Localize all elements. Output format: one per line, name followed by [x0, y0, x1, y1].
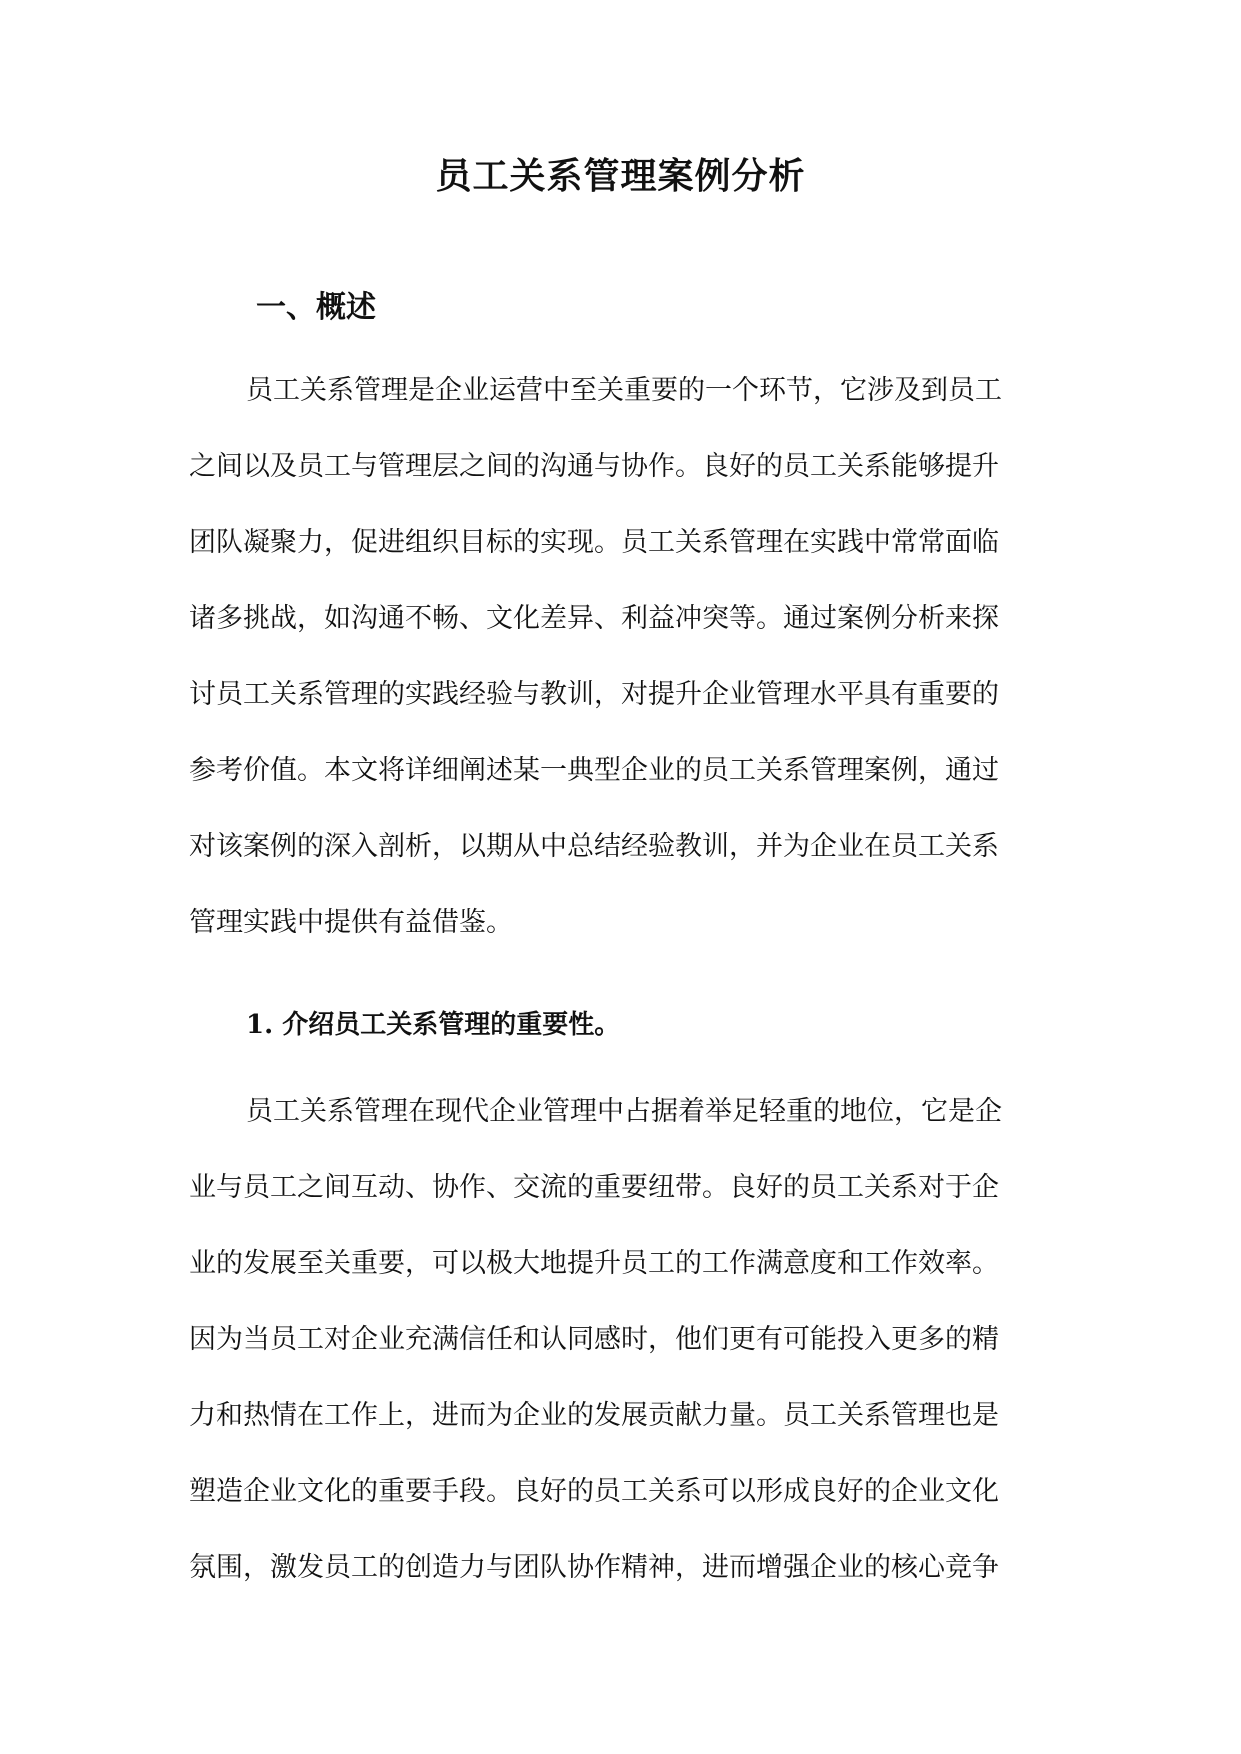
document-title: 员工关系管理案例分析: [435, 155, 806, 197]
subsection-heading-importance: 1. 介绍员工关系管理的重要性。: [246, 1010, 621, 1040]
section-heading-overview: 一、概述: [256, 290, 376, 325]
paragraph-line: 对该案例的深入剖析，以期从中总结经验教训，并为企业在员工关系: [189, 831, 999, 862]
paragraph-line: 管理实践中提供有益借鉴。: [189, 907, 513, 938]
paragraph-line: 力和热情在工作上，进而为企业的发展贡献力量。员工关系管理也是: [189, 1400, 999, 1431]
paragraph-line: 氛围，激发员工的创造力与团队协作精神，进而增强企业的核心竞争: [189, 1552, 999, 1583]
paragraph-line: 员工关系管理在现代企业管理中占据着举足轻重的地位，它是企: [246, 1096, 1002, 1127]
paragraph-line: 讨员工关系管理的实践经验与教训，对提升企业管理水平具有重要的: [189, 679, 999, 710]
paragraph-line: 之间以及员工与管理层之间的沟通与协作。良好的员工关系能够提升: [189, 451, 999, 482]
paragraph-line: 业与员工之间互动、协作、交流的重要纽带。良好的员工关系对于企: [189, 1172, 999, 1203]
overview-paragraph: [189, 353, 1051, 961]
paragraph-line: 员工关系管理是企业运营中至关重要的一个环节，它涉及到员工: [246, 375, 1002, 406]
paragraph-line: 业的发展至关重要，可以极大地提升员工的工作满意度和工作效率。: [189, 1248, 999, 1279]
importance-paragraph: [189, 1074, 1051, 1606]
paragraph-line: 因为当员工对企业充满信任和认同感时，他们更有可能投入更多的精: [189, 1324, 999, 1355]
paragraph-line: 参考价值。本文将详细阐述某一典型企业的员工关系管理案例，通过: [189, 755, 999, 786]
paragraph-line: 团队凝聚力，促进组织目标的实现。员工关系管理在实践中常常面临: [189, 527, 999, 558]
paragraph-line: 塑造企业文化的重要手段。良好的员工关系可以形成良好的企业文化: [189, 1476, 999, 1507]
paragraph-line: 诸多挑战，如沟通不畅、文化差异、利益冲突等。通过案例分析来探: [189, 603, 999, 634]
